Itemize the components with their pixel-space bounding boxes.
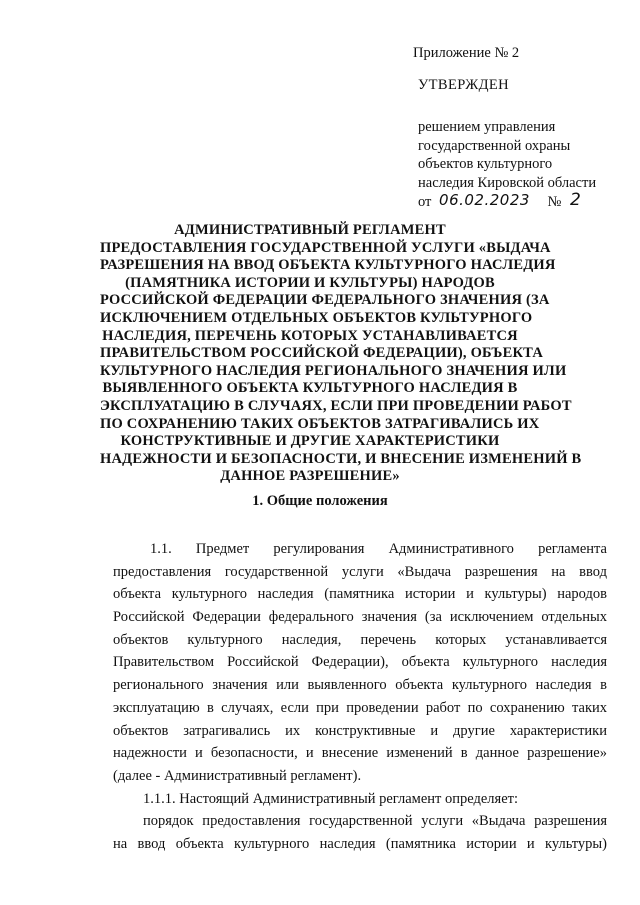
section-heading: 1. Общие положения bbox=[252, 493, 388, 509]
title-line: ЭКСПЛУАТАЦИЮ В СЛУЧАЯХ, ЕСЛИ ПРИ ПРОВЕДЕНИИ РАБОТ bbox=[100, 397, 572, 414]
number-sign: № bbox=[547, 194, 562, 210]
body-line: объектов культурного наследия, перечень которых устанавливается bbox=[113, 631, 607, 648]
approved-stamp-text: УТВЕРЖДЕН bbox=[418, 77, 510, 93]
appendix-label: Приложение № 2 bbox=[413, 45, 520, 61]
title-line: ВЫЯВЛЕННОГО ОБЪЕКТА КУЛЬТУРНОГО НАСЛЕДИЯ В bbox=[102, 380, 518, 397]
decision-block bbox=[418, 118, 596, 212]
title-line: КОНСТРУКТИВНЫЕ И ДРУГИЕ ХАРАКТЕРИСТИКИ bbox=[120, 433, 500, 450]
body-line: эксплуатацию в случаях, если при проведении работ по сохранению таких bbox=[113, 699, 607, 716]
title-line: РОССИЙСКОЙ ФЕДЕРАЦИИ ФЕДЕРАЛЬНОГО ЗНАЧЕНИЯ (ЗА bbox=[100, 292, 550, 309]
body-line: объектов затрагивались их конструктивные и другие характеристики bbox=[113, 722, 607, 739]
document-title bbox=[100, 222, 582, 486]
decision-line: государственной охраны bbox=[418, 137, 571, 154]
title-line: АДМИНИСТРАТИВНЫЙ РЕГЛАМЕНТ bbox=[174, 222, 446, 238]
title-line: ДАННОЕ РАЗРЕШЕНИЕ» bbox=[220, 468, 400, 485]
title-line: ПО СОХРАНЕНИЮ ТАКИХ ОБЪЕКТОВ ЗАТРАГИВАЛИСЬ ИХ bbox=[100, 415, 540, 432]
handwritten-number: 2 bbox=[570, 190, 582, 210]
title-line: НАДЕЖНОСТИ И БЕЗОПАСНОСТИ, И ВНЕСЕНИЕ ИЗМЕНЕНИЙ В bbox=[100, 450, 582, 467]
decision-line: наследия Кировской области bbox=[418, 174, 597, 191]
body-line: Правительством Российской Федерации), объекта культурного наследия bbox=[113, 654, 607, 671]
body-line: предоставления государственной услуги «Выдача разрешения на ввод bbox=[113, 563, 607, 580]
body-line: объекта культурного наследия (памятника истории и культуры) народов bbox=[113, 586, 607, 603]
date-number-row bbox=[418, 192, 596, 212]
title-line: НАСЛЕДИЯ, ПЕРЕЧЕНЬ КОТОРЫХ УСТАНАВЛИВАЕТСЯ bbox=[102, 327, 518, 344]
body-line: на ввод объекта культурного наследия (памятника истории и культуры) bbox=[113, 835, 607, 852]
title-line: (ПАМЯТНИКА ИСТОРИИ И КУЛЬТУРЫ) НАРОДОВ bbox=[125, 274, 495, 291]
handwritten-date: 06.02.2023 bbox=[439, 191, 530, 209]
date-prefix: от bbox=[418, 194, 432, 210]
title-line: КУЛЬТУРНОГО НАСЛЕДИЯ РЕГИОНАЛЬНОГО ЗНАЧЕНИЯ ИЛИ bbox=[100, 362, 567, 379]
decision-line: объектов культурного bbox=[418, 156, 553, 172]
body-line: порядок предоставления государственной услуги «Выдача разрешения bbox=[143, 813, 607, 830]
title-line: ИСКЛЮЧЕНИЕМ ОТДЕЛЬНЫХ ОБЪЕКТОВ КУЛЬТУРНОГО bbox=[100, 309, 533, 326]
title-line: РАЗРЕШЕНИЯ НА ВВОД ОБЪЕКТА КУЛЬТУРНОГО НАСЛЕДИЯ bbox=[100, 257, 556, 274]
decision-line: решением управления bbox=[418, 119, 556, 135]
title-line: ПРАВИТЕЛЬСТВОМ РОССИЙСКОЙ ФЕДЕРАЦИИ), ОБЪЕКТА bbox=[100, 345, 543, 362]
body-line: 1.1. Предмет регулирования Административного регламента bbox=[150, 541, 607, 557]
body-line: 1.1.1. Настоящий Административный регламент определяет: bbox=[143, 790, 519, 807]
title-line: ПРЕДОСТАВЛЕНИЯ ГОСУДАРСТВЕННОЙ УСЛУГИ «ВЫДАЧА bbox=[100, 239, 551, 256]
body-text bbox=[113, 538, 607, 856]
body-line: Российской Федерации федерального значения (за исключением отдельных bbox=[113, 609, 607, 626]
body-line: (далее - Административный регламент). bbox=[113, 767, 362, 784]
body-line: регионального значения или выявленного объекта культурного наследия в bbox=[113, 677, 607, 694]
body-line: надежности и безопасности, и внесение изменений в данное разрешение» bbox=[113, 745, 607, 762]
